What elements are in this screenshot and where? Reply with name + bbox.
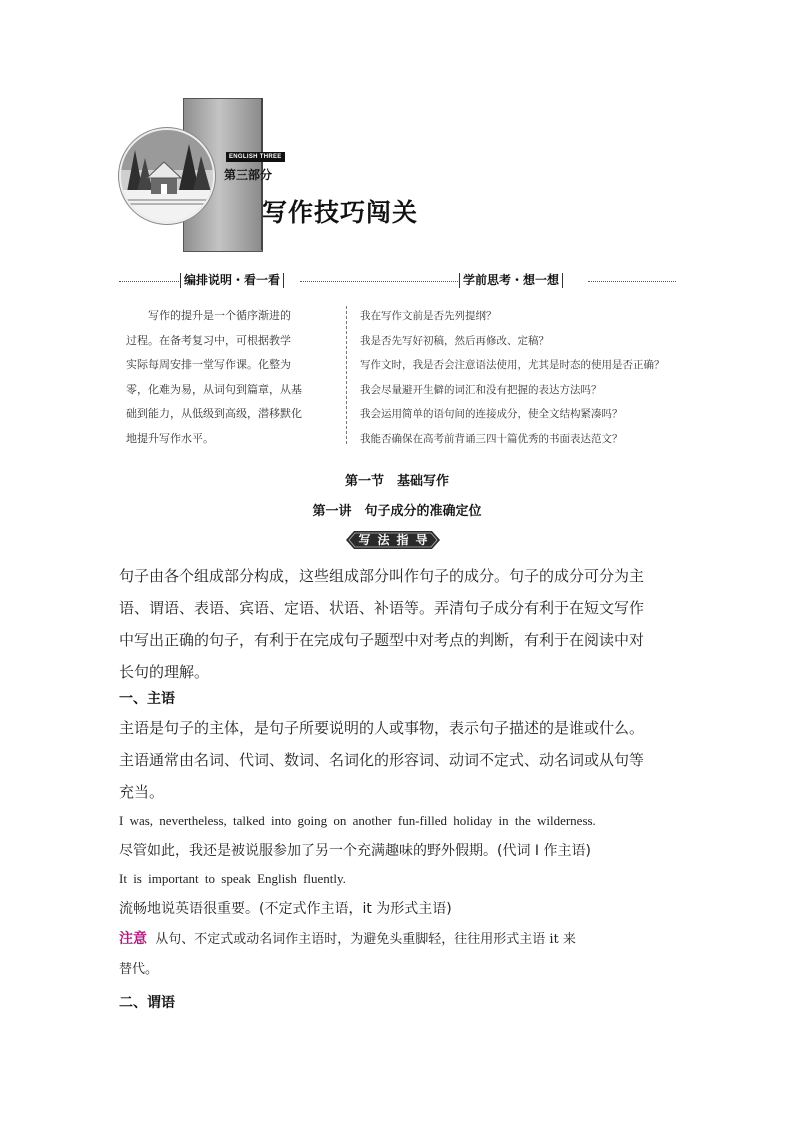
intro-right-line: 我在写作文前是否先列提纲？: [360, 310, 497, 322]
intro-divider: [346, 306, 347, 444]
paragraph-line: 语、谓语、表语、宾语、定语、状语、补语等。弄清句子成分有利于在短文写作: [119, 599, 645, 617]
intro-right-line: 我会尽量避开生僻的词汇和没有把握的表达方法吗？: [360, 383, 602, 396]
note-text: 从句、不定式或动名词作主语时，为避免头重脚轻，往往用形式主语 it 来: [155, 932, 576, 947]
intro-left-title: 编排说明・看一看: [180, 273, 284, 288]
intro-right-text: [360, 304, 700, 452]
intro-right-line: 我能否确保在高考前背诵三四十篇优秀的书面表达范文？: [360, 432, 623, 445]
section-badge: 写法指导: [358, 533, 435, 547]
intro-left-line: 地提升写作水平。: [126, 431, 214, 445]
intro-right-line: 我是否先写好初稿，然后再修改、定稿？: [360, 334, 549, 347]
note-label: 注意: [119, 931, 147, 947]
english-tag: ENGLISH THREE: [226, 152, 285, 162]
intro-right-line: 写作文时，我是否会注意语法使用，尤其是时态的使用是否正确？: [360, 359, 665, 372]
paragraph-line: 主语是句子的主体，是句子所要说明的人或事物，表示句子描述的是谁或什么。: [119, 719, 645, 737]
subject-paragraph: [119, 712, 689, 808]
dotted-rule: [588, 281, 676, 282]
note-line: [119, 924, 679, 955]
intro-right-title: 学前思考・想一想: [459, 273, 563, 288]
intro-left-line: 写作的提升是一个循序渐进的: [148, 309, 291, 322]
dotted-rule: [119, 281, 179, 282]
intro-left-line: 过程。在备考复习中，可根据教学: [126, 333, 291, 347]
intro-paragraph: [119, 560, 689, 688]
heading-subject: 一、主语: [119, 691, 175, 707]
paragraph-line: 主语通常由名词、代词、数词、名词化的形容词、动词不定式、动名词或从句等: [119, 751, 645, 769]
intro-left-line: 零，化难为易，从词句到篇章，从基: [126, 382, 302, 396]
winter-cabin-photo: [119, 128, 215, 224]
paragraph-line: 中写出正确的句子，有利于在完成句子题型中对考点的判断，有利于在阅读中对: [119, 631, 645, 649]
dotted-rule: [300, 281, 458, 282]
paragraph-line: 长句的理解。: [119, 663, 210, 681]
winter-scene-image: [121, 130, 213, 222]
example-sentence-en: I was, nevertheless, talked into going on another fun-filled holiday in the wilderness.: [119, 813, 596, 828]
example-sentence-cn: 流畅地说英语很重要。(不定式作主语，it 为形式主语): [119, 901, 452, 917]
intro-left-line: 实际每周安排一堂写作课。化整为: [126, 358, 291, 372]
note-block: [119, 924, 679, 985]
intro-left-line: 础到能力，从低级到高级，潜移默化: [126, 407, 302, 421]
example-sentence-en: It is important to speak English fluently.: [119, 871, 346, 886]
note-line: 替代。: [119, 962, 159, 977]
part-title: 写作技巧闯关: [262, 198, 419, 227]
section-title: 第一节 基础写作: [344, 474, 449, 489]
part-label: 第三部分: [224, 168, 273, 182]
lecture-title: 第一讲 句子成分的准确定位: [312, 504, 482, 519]
intro-right-line: 我会运用简单的语句间的连接成分，使全文结构紧凑吗？: [360, 408, 623, 421]
example-sentence-cn: 尽管如此，我还是被说服参加了另一个充满趣味的野外假期。(代词 I 作主语): [119, 843, 591, 859]
heading-predicate: 二、谓语: [119, 995, 175, 1011]
paragraph-line: 充当。: [119, 783, 165, 801]
paragraph-line: 句子由各个组成部分构成，这些组成部分叫作句子的成分。句子的成分可分为主: [119, 567, 645, 585]
intro-left-text: [126, 304, 341, 452]
